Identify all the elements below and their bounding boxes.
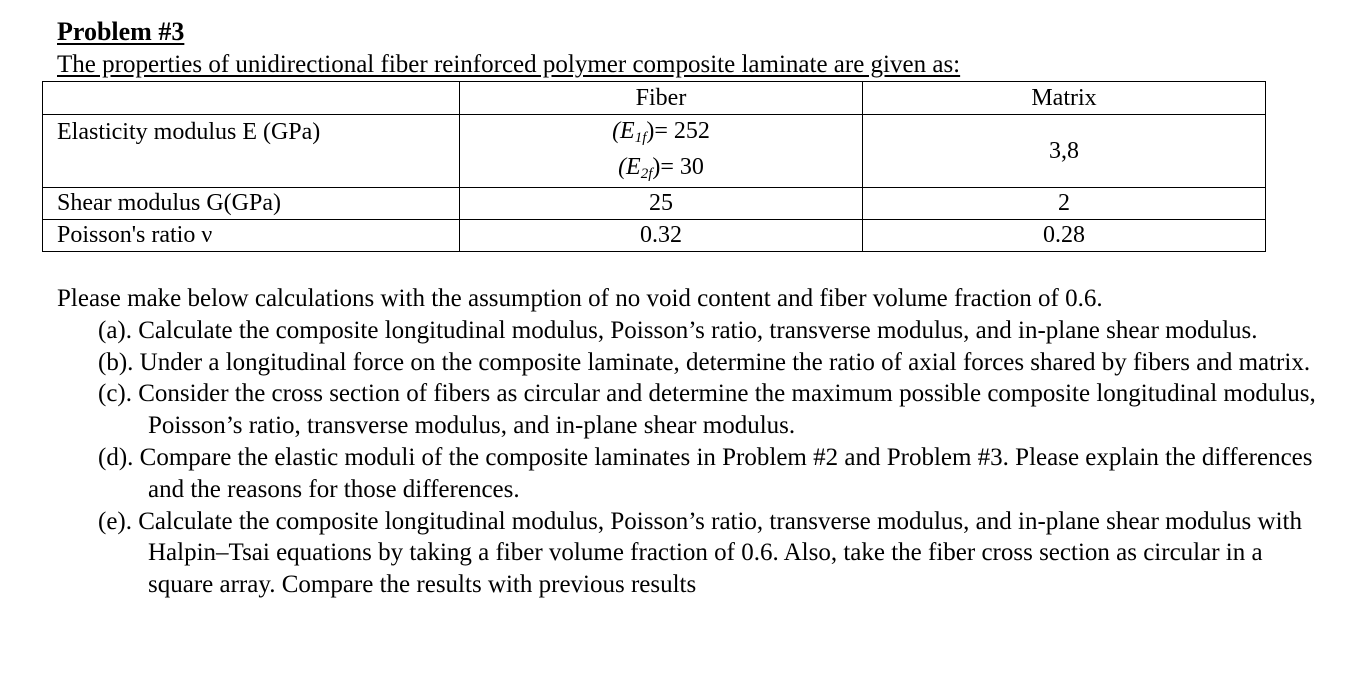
problem-title: Problem #3 xyxy=(57,17,185,46)
shear-fiber: 25 xyxy=(460,188,863,220)
elasticity-fiber xyxy=(460,115,863,188)
elasticity-label: Elasticity modulus E (GPa) xyxy=(43,115,460,188)
header-empty-cell xyxy=(43,82,460,115)
poisson-matrix: 0.28 xyxy=(863,220,1266,252)
elasticity-matrix: 3,8 xyxy=(863,115,1266,188)
problem-intro: The properties of unidirectional fiber reinforced polymer composite laminate are given as: xyxy=(57,51,961,78)
header-fiber: Fiber xyxy=(460,82,863,115)
fiber-e1-value: (E1f)= 252 xyxy=(612,118,710,146)
poisson-fiber: 0.32 xyxy=(460,220,863,252)
fiber-e2-value: (E2f)= 30 xyxy=(618,154,704,182)
task-item-e: (e). Calculate the composite longitudinal modulus, Poisson’s ratio, transverse modulus, and in-plane shear modulus with Halpin–Tsai equations by taking a fiber volume fraction of 0.6. Also, take the fiber cross section as circular in a square array. Compare the results with previous results xyxy=(98,507,1302,599)
instructions-lead: Please make below calculations with the assumption of no void content and fiber volume fraction of 0.6. xyxy=(57,285,1103,312)
task-item-b: (b). Under a longitudinal force on the composite laminate, determine the ratio of axial forces shared by fibers and matrix. xyxy=(98,348,1311,376)
poisson-label: Poisson's ratio ν xyxy=(43,220,460,252)
task-item-d: (d). Compare the elastic moduli of the composite laminates in Problem #2 and Problem #3. Please explain the differences and the reasons for those differences. xyxy=(98,443,1313,503)
shear-label: Shear modulus G(GPa) xyxy=(43,188,460,220)
table-row-shear xyxy=(43,188,1266,220)
table-header-row xyxy=(43,82,1266,115)
properties-table xyxy=(42,81,1266,252)
table-row-poisson xyxy=(43,220,1266,252)
header-matrix: Matrix xyxy=(863,82,1266,115)
task-item-c: (c). Consider the cross section of fibers as circular and determine the maximum possible composite longitudinal modulus, Poisson’s ratio, transverse modulus, and in-plane shear modulus. xyxy=(98,380,1316,440)
shear-matrix: 2 xyxy=(863,188,1266,220)
instructions xyxy=(57,283,1327,601)
task-item-a: (a). Calculate the composite longitudinal modulus, Poisson’s ratio, transverse modulus, and in-plane shear modulus. xyxy=(98,316,1258,344)
task-list xyxy=(57,315,1327,601)
table-row-elasticity xyxy=(43,115,1266,188)
